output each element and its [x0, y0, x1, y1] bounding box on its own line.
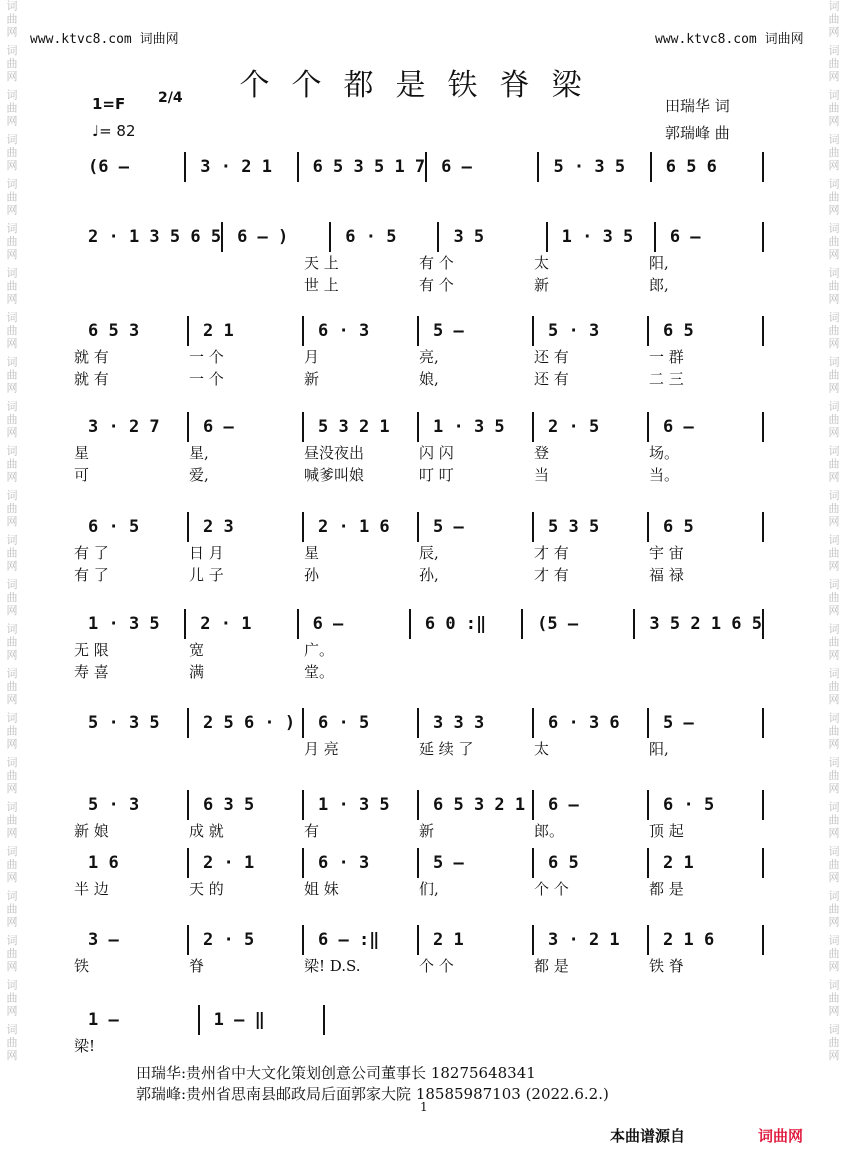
measure: 2 1 6 [663, 930, 715, 950]
lyric-syllables: 新 [534, 276, 550, 294]
lyric-syllables [74, 738, 189, 760]
measure: 6 · 3 [318, 853, 370, 873]
measure: 5 · 3 [88, 795, 140, 815]
measure: 1 – [88, 1010, 119, 1030]
lyric-syllables: 还 有 [534, 370, 569, 388]
lyric-verse-1 [74, 442, 764, 464]
measure: 6 · 5 [345, 227, 397, 247]
lyric-syllables: 就 有 [74, 370, 109, 388]
lyric-syllables: 一 个 [189, 348, 224, 366]
lyric-verse-1 [74, 738, 764, 760]
measure: 1 · 3 5 [433, 417, 505, 437]
site-link-left[interactable]: www.ktvc8.com 词曲网 [30, 32, 179, 47]
composer-credit: 郭瑞峰 曲 [665, 124, 730, 142]
measure: 6 – ) [237, 227, 289, 247]
measure: 2 5 6 · ) [203, 713, 296, 733]
lyric-syllables: 都 是 [649, 880, 684, 898]
lyric-syllables: 当。 [649, 466, 680, 484]
measure: 3 5 2 1 6 5 [649, 614, 762, 634]
lyric-syllables: 宇 宙 [649, 544, 684, 562]
lyric-syllables: 福 禄 [649, 566, 684, 584]
measure: 6 · 3 [318, 321, 370, 341]
lyric-verse-1 [74, 820, 764, 842]
lyric-syllables: 叮 叮 [419, 466, 454, 484]
measure: 6 · 5 [88, 517, 140, 537]
lyric-verse-1 [74, 346, 764, 368]
score-system [74, 925, 764, 977]
lyric-syllables: 半 边 [74, 880, 109, 898]
measure: 6 5 3 5 1 7 [312, 157, 426, 177]
measure: 2 · 5 [548, 417, 600, 437]
measure: 6 – [669, 227, 701, 247]
lyric-verse-1 [74, 252, 764, 274]
lyric-syllables: 有 [304, 822, 320, 840]
lyric-syllables: 还 有 [534, 348, 569, 366]
lyric-syllables [189, 252, 304, 274]
lyric-syllables: 阳, [649, 254, 669, 272]
measure: 6 – [203, 417, 234, 437]
lyric-syllables: 堂。 [304, 663, 335, 681]
lyric-syllables: 姐 妹 [304, 880, 339, 898]
lyric-verse-2 [74, 564, 764, 586]
lyric-syllables: 一 群 [649, 348, 684, 366]
measure: (5 – [537, 614, 579, 634]
lyric-syllables [419, 661, 534, 683]
lyric-syllables: 宽 [189, 641, 205, 659]
measure: 2 · 1 3 5 6 5 [88, 227, 222, 247]
lyric-verse-2 [74, 661, 764, 683]
measure: 6 5 [663, 517, 694, 537]
score-system [74, 609, 764, 683]
lyric-syllables [189, 274, 304, 296]
lyric-syllables: 才 有 [534, 566, 569, 584]
lyric-syllables: 梁! [74, 1037, 96, 1055]
notation-line [74, 609, 764, 639]
lyric-syllables: 辰, [419, 544, 439, 562]
lyric-verse-2 [74, 274, 764, 296]
lyric-syllables: 有 了 [74, 544, 109, 562]
measure: 6 0 :‖ [424, 614, 487, 634]
measure: (6 – [88, 157, 129, 177]
lyric-syllables: 新 [419, 822, 435, 840]
lyric-syllables [649, 661, 764, 683]
measure: 2 · 5 [203, 930, 255, 950]
lyric-verse-1 [74, 878, 764, 900]
measure: 3 · 2 7 [88, 417, 160, 437]
lyric-syllables [189, 738, 304, 760]
lyric-syllables: 铁 [74, 957, 90, 975]
measure: 6 – [441, 157, 472, 177]
measure: 5 3 5 [548, 517, 600, 537]
lyric-syllables [74, 252, 189, 274]
lyric-syllables: 都 是 [534, 957, 569, 975]
footer-contact-composer: 郭瑞峰:贵州省思南县邮政局后面郭家大院 18585987103 (2022.6.2.) [136, 1085, 609, 1103]
notation-line [74, 412, 764, 442]
bar-line [762, 609, 764, 639]
measure: 6 – :‖ [318, 930, 380, 950]
lyric-syllables: 顶 起 [649, 822, 684, 840]
measure: 6 5 6 [665, 157, 717, 177]
lyric-syllables: 昼没夜出 [304, 444, 365, 462]
lyric-verse-1 [74, 955, 764, 977]
measure: 6 – [663, 417, 694, 437]
measure: 2 · 1 [203, 853, 255, 873]
lyric-syllables: 可 [74, 466, 90, 484]
lyric-syllables: 们, [419, 880, 439, 898]
lyric-syllables: 儿 子 [189, 566, 224, 584]
lyric-syllables: 有 个 [419, 254, 454, 272]
notation-line [74, 925, 764, 955]
lyric-verse-1 [74, 542, 764, 564]
page-number: 1 [420, 1100, 428, 1114]
bar-line [762, 412, 764, 442]
score-system [74, 412, 764, 486]
measure: 2 3 [203, 517, 234, 537]
bar-line [762, 925, 764, 955]
measure: 2 · 1 [200, 614, 252, 634]
lyric-syllables: 一 个 [189, 370, 224, 388]
site-link-right[interactable]: www.ktvc8.com 词曲网 [655, 32, 804, 47]
score-system [74, 222, 764, 296]
lyric-syllables: 梁! D.S. [304, 957, 361, 975]
notation-line [74, 848, 764, 878]
lyric-syllables: 郎。 [534, 822, 565, 840]
lyric-syllables: 阳, [649, 740, 669, 758]
lyric-syllables: 登 [534, 444, 550, 462]
lyric-syllables: 日 月 [189, 544, 224, 562]
lyric-syllables [534, 661, 649, 683]
footer-contact-lyricist: 田瑞华:贵州省中大文化策划创意公司董事长 18275648341 [136, 1064, 536, 1082]
measure: 3 · 2 1 [200, 157, 272, 177]
lyric-syllables: 有 了 [74, 566, 109, 584]
lyric-syllables: 喊爹叫娘 [304, 466, 365, 484]
score-system [74, 316, 764, 390]
lyric-syllables: 太 [534, 740, 550, 758]
measure: 1 · 3 5 [561, 227, 634, 247]
bar-line [762, 708, 764, 738]
score-system [74, 1005, 764, 1057]
lyric-syllables: 闪 闪 [419, 444, 454, 462]
measure: 5 · 3 5 [553, 157, 626, 177]
song-title: 个个都是铁脊梁 [239, 68, 604, 103]
lyric-syllables [419, 1035, 764, 1057]
lyric-syllables [419, 639, 534, 661]
measure: 1 · 3 5 [318, 795, 390, 815]
watermark-right: 词曲网 词曲网 词曲网 词曲网 词曲网 词曲网 词曲网 词曲网 词曲网 词曲网 词曲网 词曲网 词曲网 词曲网 词曲网 词曲网 词曲网 词曲网 词曲网 词曲网 词曲网 词曲网 词曲网 词曲网 [827, 0, 840, 1063]
score-system [74, 848, 764, 900]
measure: 6 · 5 [663, 795, 715, 815]
lyric-syllables: 爱, [189, 466, 209, 484]
lyric-syllables: 月 亮 [304, 740, 339, 758]
measure: 1 · 3 5 [88, 614, 160, 634]
lyric-verse-1 [74, 639, 764, 661]
lyric-syllables: 月 [304, 348, 320, 366]
lyric-syllables: 太 [534, 254, 550, 272]
bar-line [762, 848, 764, 878]
measure: 5 – [663, 713, 694, 733]
score-system [74, 152, 764, 182]
lyric-syllables: 天 上 [304, 254, 339, 272]
measure: 2 · 1 6 [318, 517, 390, 537]
measure: 6 5 [548, 853, 579, 873]
lyric-syllables [649, 639, 764, 661]
lyric-syllables: 铁 脊 [649, 957, 684, 975]
notation-line [74, 790, 764, 820]
bar-line [323, 1005, 325, 1035]
measure: 1 6 [88, 853, 119, 873]
measure: 2 1 [663, 853, 694, 873]
lyric-syllables: 脊 [189, 957, 205, 975]
lyric-syllables: 郎, [649, 276, 669, 294]
measure: 6 – [312, 614, 344, 634]
lyric-syllables [74, 274, 189, 296]
bar-line [762, 222, 764, 252]
notation-line [74, 1005, 764, 1035]
lyric-syllables: 新 娘 [74, 822, 109, 840]
lyric-syllables: 就 有 [74, 348, 109, 366]
lyric-syllables: 二 三 [649, 370, 684, 388]
measure: 5 – [433, 853, 464, 873]
lyric-syllables: 新 [304, 370, 320, 388]
lyric-syllables: 星 [304, 544, 320, 562]
measure: 5 – [433, 517, 464, 537]
lyric-syllables: 无 限 [74, 641, 109, 659]
tempo-mark: ♩= 82 [92, 122, 136, 140]
notation-line [74, 152, 764, 182]
measure: 2 1 [203, 321, 234, 341]
lyric-syllables: 世 上 [304, 276, 339, 294]
measure: 6 5 3 [88, 321, 140, 341]
measure: 5 · 3 [548, 321, 600, 341]
lyric-verse-1 [74, 1035, 764, 1057]
measure: 6 3 5 [203, 795, 255, 815]
measure: 6 · 5 [318, 713, 370, 733]
lyric-syllables: 星 [74, 444, 90, 462]
lyric-syllables: 满 [189, 663, 205, 681]
lyric-syllables: 孙 [304, 566, 320, 584]
lyric-syllables: 个 个 [419, 957, 454, 975]
lyricist-credit: 田瑞华 词 [665, 97, 730, 115]
lyric-syllables: 广。 [304, 641, 335, 659]
time-signature: 2/4 [158, 90, 183, 106]
lyric-syllables: 星, [189, 444, 209, 462]
bar-line [762, 790, 764, 820]
lyric-syllables: 当 [534, 466, 550, 484]
lyric-syllables: 天 的 [189, 880, 224, 898]
lyric-syllables: 成 就 [189, 822, 224, 840]
lyric-syllables: 寿 喜 [74, 663, 109, 681]
bar-line [762, 512, 764, 542]
measure: 5 3 2 1 [318, 417, 390, 437]
lyric-syllables [534, 639, 649, 661]
key-signature: 1=F [92, 95, 126, 113]
lyric-syllables: 才 有 [534, 544, 569, 562]
measure: 3 · 2 1 [548, 930, 620, 950]
notation-line [74, 316, 764, 346]
measure: 5 · 3 5 [88, 713, 160, 733]
lyric-syllables: 亮, [419, 348, 439, 366]
score-system [74, 790, 764, 842]
measure: 1 – ‖ [213, 1010, 265, 1030]
watermark-left: 词曲网 词曲网 词曲网 词曲网 词曲网 词曲网 词曲网 词曲网 词曲网 词曲网 词曲网 词曲网 词曲网 词曲网 词曲网 词曲网 词曲网 词曲网 词曲网 词曲网 词曲网 词曲网 词曲网 词曲网 [5, 0, 18, 1063]
measure: 2 1 [433, 930, 464, 950]
lyric-verse-2 [74, 368, 764, 390]
lyric-syllables: 孙, [419, 566, 439, 584]
bar-line [762, 316, 764, 346]
measure: 5 – [433, 321, 464, 341]
notation-line [74, 222, 764, 252]
lyric-syllables: 场。 [649, 444, 680, 462]
measure: 6 · 3 6 [548, 713, 620, 733]
measure: 6 – [548, 795, 579, 815]
measure: 6 5 3 2 1 [433, 795, 526, 815]
score-system [74, 708, 764, 760]
source-label: 本曲谱源自 [610, 1127, 686, 1145]
measure: 3 – [88, 930, 119, 950]
measure: 6 5 [663, 321, 694, 341]
score-system [74, 512, 764, 586]
bar-line [762, 152, 764, 182]
lyric-syllables: 延 续 了 [419, 740, 474, 758]
source-site-link[interactable]: 词曲网 [758, 1127, 804, 1145]
lyric-syllables: 有 个 [419, 276, 454, 294]
lyric-syllables: 个 个 [534, 880, 569, 898]
notation-line [74, 708, 764, 738]
measure: 3 3 3 [433, 713, 485, 733]
measure: 3 5 [453, 227, 485, 247]
lyric-verse-2 [74, 464, 764, 486]
lyric-syllables: 娘, [419, 370, 439, 388]
notation-line [74, 512, 764, 542]
